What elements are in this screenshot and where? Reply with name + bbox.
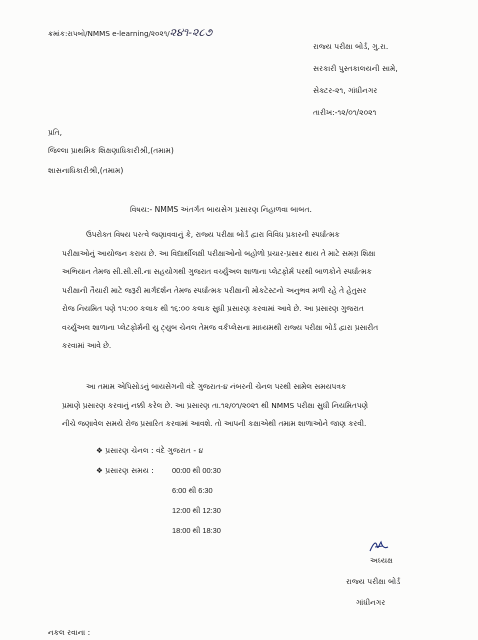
para1-line: પરીક્ષાની તૈયારી માટે જરૂરી માર્ગદર્શન તેમજ સ્પર્ધાત્મક પરીક્ષાની મોકટેસ્ટનો અનુભવ મળી રહે તે હેતુસર xyxy=(62,285,367,295)
time-slot-2: 6:00 થી 6:30 xyxy=(172,486,213,495)
para2-line: આ તમામ એપિસોડનું બાયસેગની વંદે ગુજરાત-૪ નંબરની ચેનલ પરથી સામેલ સમયપત્રક xyxy=(86,382,347,391)
para1-line: કરવામાં આવે છે. xyxy=(62,341,112,350)
reference-handwritten: ૨૪૧-૨૮૭ xyxy=(169,26,213,39)
para1-line: પરીક્ષાઓનું આયોજન કરાય છે. આ વિદ્યાર્થીલક્ષી પરીક્ષાઓનો બહોળો પ્રચાર-પ્રસાર થાય તે માટે સમગ્ર શિક્ષા xyxy=(62,248,376,258)
reference-number xyxy=(48,26,212,40)
signature xyxy=(366,537,392,555)
footer-copy-to: નકલ રવાના : xyxy=(48,628,91,637)
time-slot-3: 12:00 થી 12:30 xyxy=(172,506,221,515)
signer-title: અધ્યક્ષ xyxy=(370,556,393,565)
channel-text: પ્રસારણ ચેનલ : વંદે ગુજરાત - ૪ xyxy=(105,446,204,455)
para1-line: અભિયાન તેમજ સી.સી.સી.ના સહયોગથી ગુજરાત વર્ચ્યુઅલ શાળાના પ્લેટફોર્મ પરથી બાળકોને સ્પર્ધાત્મક xyxy=(62,267,372,276)
signer-org: રાજ્ય પરીક્ષા બોર્ડ xyxy=(346,577,401,586)
bullet-icon: ❖ xyxy=(96,466,106,475)
time-slot-1: 00:00 થી 00:30 xyxy=(172,466,221,475)
time-slot-4: 18:00 થી 18:30 xyxy=(172,526,221,535)
body-paragraph-1 xyxy=(62,226,454,356)
subject-line: વિષય:- NMMS અંતર્ગત બાયસેગ પ્રસારણ નિહાળવા બાબત. xyxy=(130,205,312,214)
sender-line-3: સેક્ટર-૨૧, ગાંધીનગર xyxy=(313,86,378,95)
sender-line-2: સરકારી પુસ્તકાલયની સામે, xyxy=(313,64,398,73)
bullet-icon: ❖ xyxy=(96,446,106,455)
para2-line: પ્રમાણે પ્રસારણ કરવાનું નક્કી કરેલ છે. આ પ્રસારણ તા.૧૨/૦૧/૨૦૨૧ થી NMMS પરીક્ષા સુધી નિયમિતપણે xyxy=(62,400,368,410)
recipient-1: જિલ્લા પ્રાથમિક શિક્ષણાધિકારીશ્રી,(તમામ) xyxy=(48,146,174,155)
time-label: પ્રસારણ સમય : xyxy=(105,466,154,475)
letter-date: તારીખ:-૧૨/૦૧/૨૦૨૧ xyxy=(313,108,377,117)
para2-line: નીચે જણાવેલ સમયે રોજ પ્રસારિત કરવામાં આવશે. તો આપની કક્ષાએથી તમામ શાળાઓને જાણ કરવી. xyxy=(62,419,367,428)
recipient-2: શાસનાધિકારીશ્રી,(તમામ) xyxy=(48,166,124,175)
sender-line-1: રાજ્ય પરીક્ષા બોર્ડ, ગુ.રા. xyxy=(313,42,389,51)
reference-prefix: ક્રમાંક:રાપબો/NMMS e-learning/૨૦૨૧/ xyxy=(48,29,170,38)
channel-item xyxy=(96,446,203,456)
time-item xyxy=(96,466,154,476)
para1-line: વર્ચ્યુઅલ શાળાના પ્લેટફોર્મની યુ ટ્યુબ ચેનલ તેમજ વર્કપ્લેસના માધ્યમથી રાજ્ય પરીક્ષા બોર્ડ દ્વારા પ્રસારીત xyxy=(62,322,379,332)
para1-line: રોજ નિયમિત પણે ૧૫:૦૦ કલાક થી ૧૬:૦૦ કલાક સુધી પ્રસારણ કરવામાં આવે છે. આ પ્રસારણ ગુજરાત xyxy=(62,304,364,313)
to-label: પ્રતિ, xyxy=(48,128,63,137)
para1-line: ઉપરોક્ત વિષય પરત્વે જણાવવાનું કે, રાજ્ય પરીક્ષા બોર્ડ દ્વારા વિવિધ પ્રકારની સ્પર્ધાત્મક xyxy=(86,230,340,239)
body-paragraph-2 xyxy=(62,378,454,434)
signer-city: ગાંધીનગર xyxy=(356,598,386,607)
